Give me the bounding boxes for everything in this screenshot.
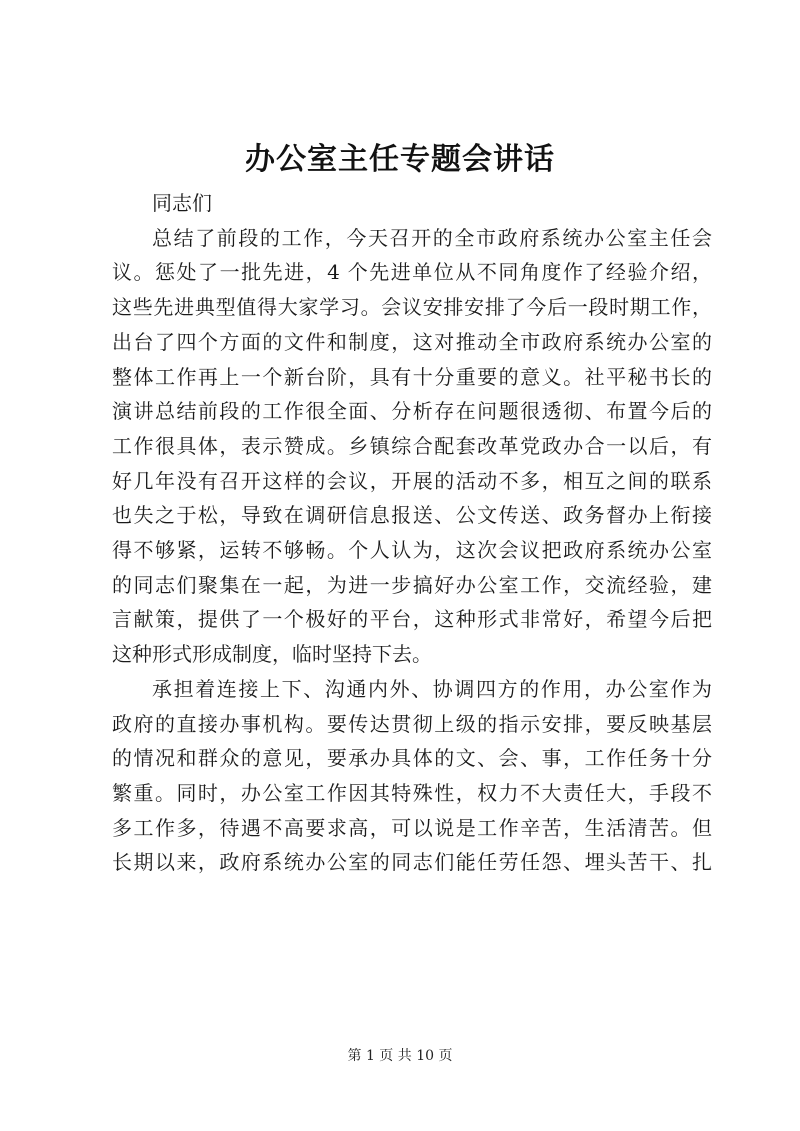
text-line: 的同志们聚集在一起，为进一步搞好办公室工作，交流经验，建 — [112, 572, 712, 597]
text-line: 这种形式形成制度，临时坚持下去。 — [112, 642, 432, 667]
text-line: 政府的直接办事机构。要传达贯彻上级的指示安排，要反映基层 — [112, 711, 712, 736]
text-line: 整体工作再上一个新台阶，具有十分重要的意义。社平秘书长的 — [112, 364, 712, 389]
text-line: 总结了前段的工作，今天召开的全市政府系统办公室主任会 — [152, 225, 712, 250]
document-body — [112, 186, 712, 880]
text-line: 好几年没有召开这样的会议，开展的活动不多，相互之间的联系 — [112, 468, 712, 493]
text-line: 议。惩处了一批先进，4 个先进单位从不同角度作了经验介绍， — [112, 260, 712, 285]
text-line: 长期以来，政府系统办公室的同志们能任劳任怨、埋头苦干、扎 — [112, 850, 712, 875]
text-line: 多工作多，待遇不高要求高，可以说是工作辛苦，生活清苦。但 — [112, 815, 712, 840]
page-footer: 第 1 页 共 10 页 — [347, 1048, 453, 1064]
text-line: 得不够紧，运转不够畅。个人认为，这次会议把政府系统办公室 — [112, 538, 712, 563]
text-line: 繁重。同时，办公室工作因其特殊性，权力不大责任大，手段不 — [112, 780, 712, 805]
text-line: 也失之于松，导致在调研信息报送、公文传送、政务督办上衔接 — [112, 503, 712, 528]
text-line: 出台了四个方面的文件和制度，这对推动全市政府系统办公室的 — [112, 329, 712, 354]
text-line: 的情况和群众的意见，要承办具体的文、会、事，工作任务十分 — [112, 746, 712, 771]
text-line: 演讲总结前段的工作很全面、分析存在问题很透彻、布置今后的 — [112, 399, 712, 424]
paragraph-2 — [112, 672, 712, 880]
text-line: 工作很具体，表示赞成。乡镇综合配套改革党政办合一以后，有 — [112, 433, 712, 458]
text-line: 这些先进典型值得大家学习。会议安排安排了今后一段时期工作， — [112, 295, 712, 320]
page-title: 办公室主任专题会讲话 — [245, 142, 555, 177]
salutation: 同志们 — [152, 191, 212, 215]
paragraph-1 — [112, 221, 712, 672]
text-line: 言献策，提供了一个极好的平台，这种形式非常好，希望今后把 — [112, 607, 712, 632]
text-line: 承担着连接上下、沟通内外、协调四方的作用，办公室作为 — [152, 676, 712, 701]
